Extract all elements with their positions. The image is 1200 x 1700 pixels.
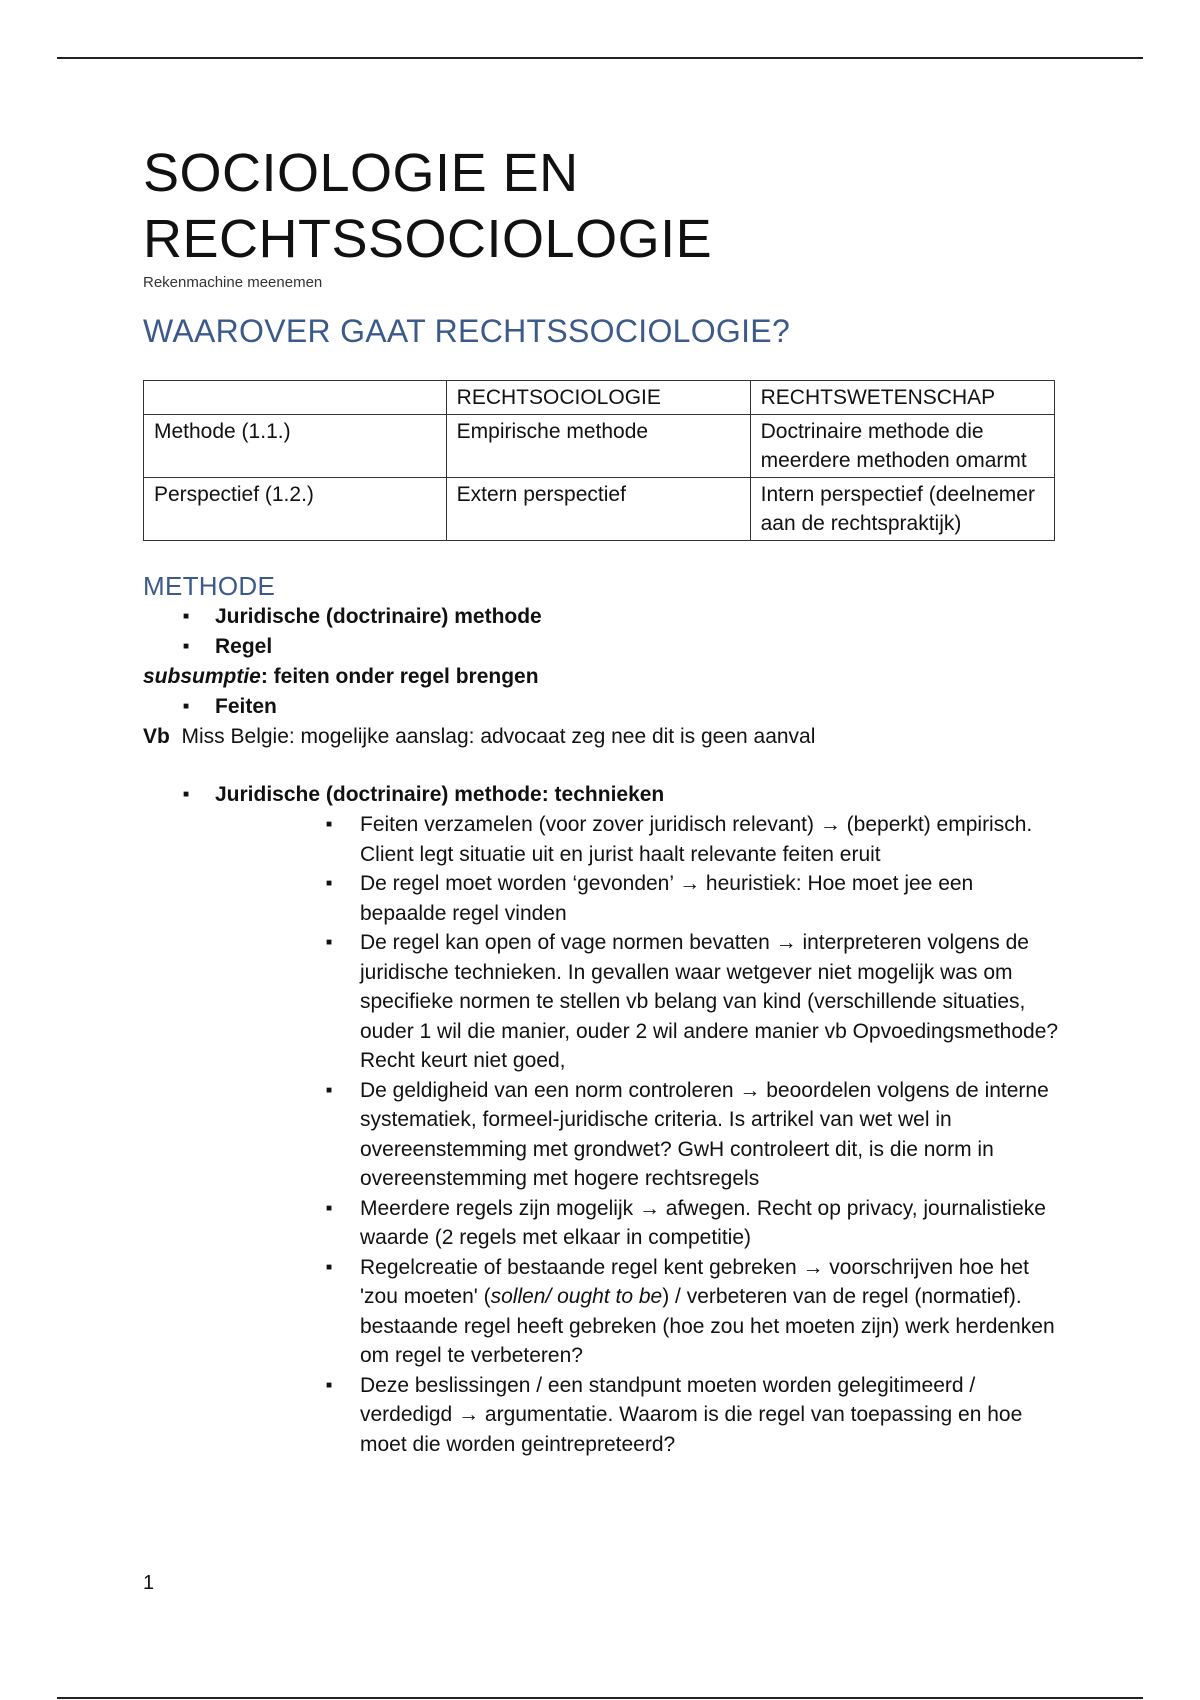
list-item: ■ De geldigheid van een norm controleren → beoordelen volgens de interne systematiek, formeel-juridische criteria. Is artrikel van wet wel in overeenstemming met grondwet? GwH controleert dit, is die norm in overeenstemming met hogere rechtsregels <box>143 1076 1060 1194</box>
subsumptie-term: subsumptie <box>143 665 261 688</box>
technique-6-italic: sollen/ ought to be <box>490 1285 663 1308</box>
table-header-cell <box>144 381 447 415</box>
list-item: ■ De regel moet worden ‘gevonden’ → heuristiek: Hoe moet jee een bepaalde regel vinden <box>143 869 1060 928</box>
section-heading-methode: METHODE <box>143 571 276 601</box>
list-item: ■ Feiten <box>143 692 1063 722</box>
techniques-list <box>143 810 1063 1459</box>
list-item: ■ Regel <box>143 632 1063 662</box>
method-list <box>143 602 1063 662</box>
example-line <box>143 722 1063 752</box>
subsumptie-text: : feiten onder regel brengen <box>260 665 539 688</box>
facts-list <box>143 692 1063 722</box>
comparison-table <box>143 380 1055 541</box>
techniques-heading-list <box>143 780 1063 810</box>
list-item: ■ Feiten verzamelen (voor zover juridisch relevant) → (beperkt) empirisch. Client legt situatie uit en jurist haalt relevante feiten eruit <box>143 810 1060 869</box>
subtitle: Rekenmachine meenemen <box>143 274 323 291</box>
list-item <box>143 1253 1060 1371</box>
page-number: 1 <box>143 1572 155 1594</box>
table-cell: Empirische methode <box>446 415 750 478</box>
table-header-cell: RECHTSOCIOLOGIE <box>446 381 750 415</box>
subsumptie-line <box>143 662 1063 692</box>
technique-6-part-b: ) / verbeteren van de regel (normatief). bestaande regel heeft gebreken (hoe zou het moeten zijn) werk herdenken om regel te verbeteren? <box>360 1285 1055 1367</box>
example-label: Vb <box>143 725 170 748</box>
example-text: Miss Belgie: mogelijke aanslag: advocaat zeg nee dit is geen aanval <box>181 725 816 748</box>
list-item: ■ Deze beslissingen / een standpunt moeten worden gelegitimeerd / verdedigd → argumentatie. Waarom is die regel van toepassing en hoe moet die worden geintrepreteerd? <box>143 1371 1060 1460</box>
section-heading-waarover: WAAROVER GAAT RECHTSSOCIOLOGIE? <box>143 313 791 349</box>
table-cell: Perspectief (1.2.) <box>144 478 447 541</box>
title-line-2: RECHTSSOCIOLOGIE <box>143 209 713 269</box>
table-cell: Intern perspectief (deelnemer aan de rechtspraktijk) <box>750 478 1054 541</box>
table-header-cell: RECHTSWETENSCHAP <box>750 381 1054 415</box>
top-rule <box>57 57 1143 59</box>
document-title <box>143 140 1063 272</box>
list-item: ■ De regel kan open of vage normen bevatten → interpreteren volgens de juridische technieken. In gevallen waar wetgever niet mogelijk was om specifieke normen te stellen vb belang van kind (verschillende situaties, ouder 1 wil die manier, ouder 2 wil andere manier vb Opvoedingsmethode? Recht keurt niet goed, <box>143 928 1060 1076</box>
table-cell: Methode (1.1.) <box>144 415 447 478</box>
bottom-rule <box>57 1697 1143 1699</box>
table-cell: Doctrinaire methode die meerdere methoden omarmt <box>750 415 1054 478</box>
technique-6-part-a: Regelcreatie of bestaande regel kent gebreken → voorschrijven hoe het 'zou moeten' ( <box>360 1255 1029 1308</box>
table-cell: Extern perspectief <box>446 478 750 541</box>
title-line-1: SOCIOLOGIE EN <box>143 143 579 203</box>
table-row <box>144 478 1055 541</box>
list-item: ■ Juridische (doctrinaire) methode: technieken <box>143 780 1063 810</box>
table-row <box>144 415 1055 478</box>
table-header-row <box>144 381 1055 415</box>
list-item: ■ Meerdere regels zijn mogelijk → afwegen. Recht op privacy, journalistieke waarde (2 regels met elkaar in competitie) <box>143 1194 1060 1253</box>
list-item: ■ Juridische (doctrinaire) methode <box>143 602 1063 632</box>
page-content <box>143 140 1063 1459</box>
